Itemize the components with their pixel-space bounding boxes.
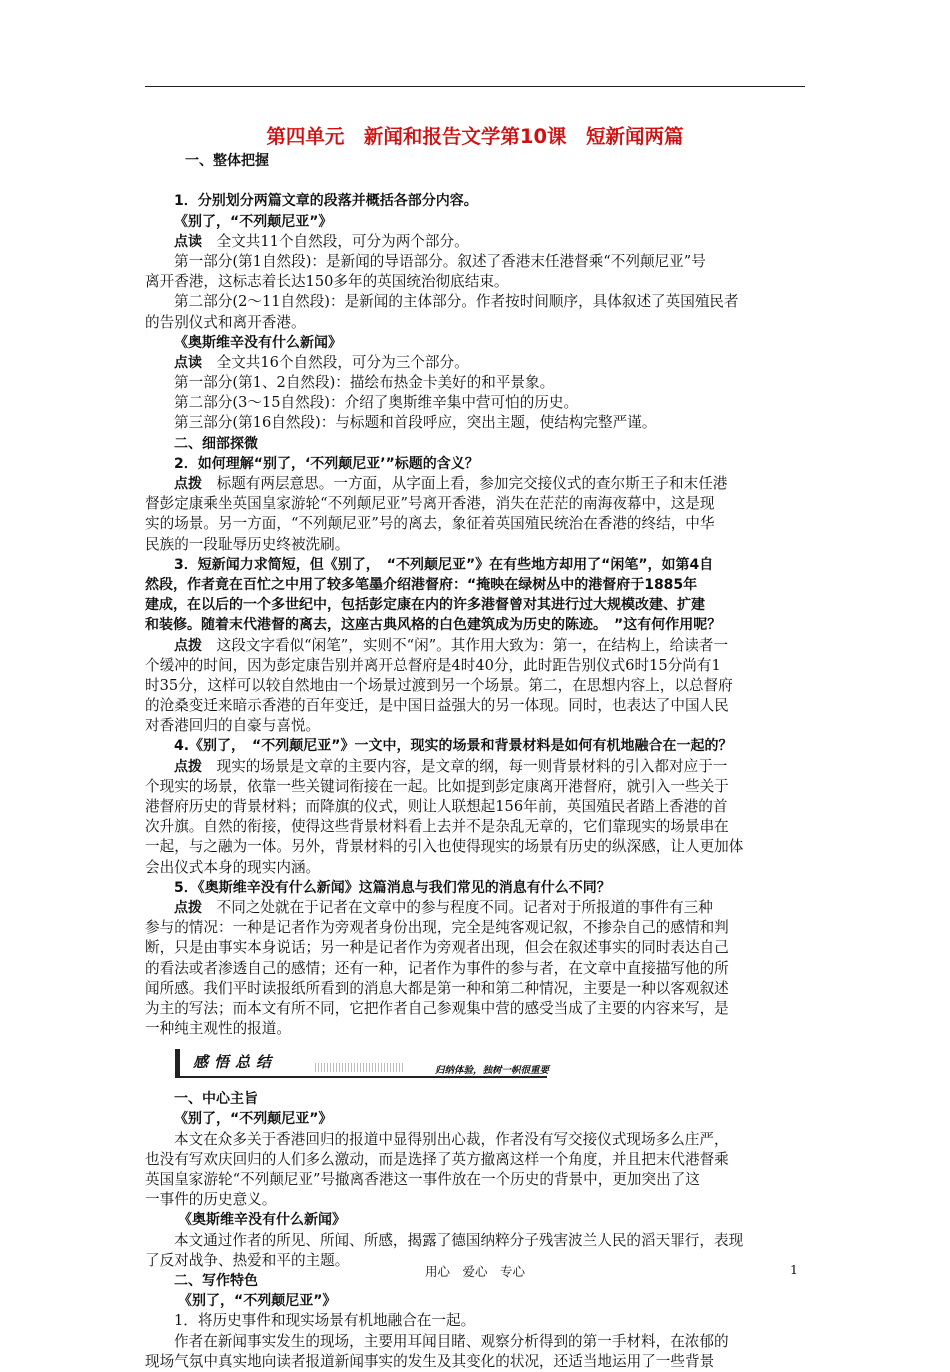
text-line	[145, 171, 808, 191]
line-text: 为主的写法；而本文有所不同，它把作者自己参观集中营的感受当成了主要的内容来写，是	[145, 999, 729, 1017]
line-text: 作者在新闻事实发生的现场，主要用耳闻目睹、观察分析得到的第一手材料，在浓郁的	[174, 1332, 729, 1350]
text-line	[145, 373, 808, 393]
text-line	[145, 313, 808, 333]
line-text: 个缓冲的时间，因为彭定康告别并离开总督府是4时40分，此时距告别仪式6时15分尚有1	[145, 656, 721, 674]
line-text: 英国皇家游轮“不列颠尼亚”号撤离香港这一事件放在一个历史的背景中，更加突出了这	[145, 1171, 700, 1188]
line-text: 实的场景。另一方面，“不列颠尼亚”号的离去，象征着英国殖民统治在香港的终结，中华	[145, 515, 715, 533]
text-line	[145, 494, 808, 514]
text-line	[145, 1352, 808, 1372]
text-line	[145, 212, 808, 232]
line-text: 的沧桑变迁来暗示香港的百年变迁，是中国日益强大的另一体现。同时，也表达了中国人民	[145, 697, 729, 715]
line-text: 1．分别划分两篇文章的段落并概括各部分内容。	[174, 193, 478, 210]
line-text: 的告别仪式和离开香港。	[145, 313, 306, 331]
text-line	[145, 999, 808, 1019]
text-line	[145, 979, 808, 999]
annotation-label: 点读	[174, 354, 202, 371]
line-text: 这段文字看似“闲笔”，实则不“闲”。其作用大致为：第一，在结构上，给读者一	[202, 636, 729, 654]
line-text: 港督府历史的背景材料；而降旗的仪式，则让人联想起156年前，英国殖民者踏上香港的首	[145, 798, 728, 815]
line-text: 一、中心主旨	[174, 1091, 258, 1108]
line-text: 5．《奥斯维辛没有什么新闻》这篇消息与我们常见的消息有什么不同？	[174, 879, 611, 896]
text-line	[145, 535, 808, 555]
annotation-label: 点读	[174, 233, 202, 250]
text-line	[145, 615, 808, 635]
line-text: 的看法或者渗透自己的感情；还有一种，记者作为事件的参与者，在文章中直接描写他的所	[145, 959, 729, 977]
text-line	[145, 353, 808, 373]
line-text: 二、写作特色	[174, 1272, 258, 1289]
text-line	[145, 595, 808, 615]
line-text: 督彭定康乘坐英国皇家游轮“不列颠尼亚”号离开香港，消失在茫茫的南海夜幕中，这是现	[145, 495, 715, 513]
text-line	[145, 413, 808, 433]
text-line	[145, 676, 808, 696]
text-line	[145, 1210, 808, 1230]
text-line	[145, 1291, 808, 1311]
banner-line	[175, 1076, 547, 1078]
text-line	[145, 736, 808, 756]
line-text: 一事件的历史意义。	[145, 1191, 277, 1209]
text-line	[145, 151, 808, 171]
annotation-label: 点拨	[174, 758, 202, 775]
line-text: 现场气氛中真实地向读者报道新闻事实的发生及其变化的状况，还适当地运用了一些背景	[145, 1352, 715, 1370]
text-line	[145, 656, 808, 676]
line-text: 离开香港，这标志着长达150多年的英国统治彻底结束。	[145, 273, 509, 291]
line-text: 一、整体把握	[185, 153, 269, 169]
text-line	[145, 1332, 808, 1352]
line-text: 第二部分(2～11自然段)：是新闻的主体部分。作者按时间顺序，具体叙述了英国殖民者	[174, 293, 739, 311]
line-text: 二、细部探微	[174, 435, 258, 452]
text-line	[145, 918, 808, 938]
line-text: 建成，在以后的一个多世纪中，包括彭定康在内的许多港督曾对其进行过大规模改建、扩建	[145, 597, 705, 614]
line-text: 《奥斯维辛没有什么新闻》	[174, 334, 342, 351]
summary-banner	[175, 1045, 553, 1089]
line-text: 闻所感。我们平时读报纸所看到的消息大都是第一种和第二种情况，主要是一种以客观叙述	[145, 979, 729, 997]
line-text: 第二部分(3～15自然段)：介绍了奥斯维辛集中营可怕的历史。	[174, 394, 579, 412]
line-text: 4.《别了， “不列颠尼亚”》一文中，现实的场景和背景材料是如何有机地融合在一起的？	[174, 738, 733, 755]
line-text: 第一部分(第1自然段)：是新闻的导语部分。叙述了香港末任港督乘“不列颠尼亚”号	[174, 252, 706, 270]
line-text: 会出仪式本身的现实内涵。	[145, 858, 321, 876]
line-text: 和装修。随着末代港督的离去，这座古典风格的白色建筑成为历史的陈迹。 ”这有何作用呢？	[145, 617, 722, 634]
line-text: 全文共16个自然段，可分为三个部分。	[202, 353, 469, 371]
text-line	[145, 272, 808, 292]
text-line	[145, 878, 808, 898]
document-body	[145, 151, 808, 1372]
line-text: 《别了，“不列颠尼亚”》	[174, 213, 333, 230]
line-text: 参与的情况：一种是记者作为旁观者身份出现，完全是纯客观记叙，不掺杂自己的感情和判	[145, 919, 729, 937]
text-line	[145, 757, 808, 777]
banner-bar	[175, 1049, 180, 1077]
line-text: 第三部分(第16自然段)：与标题和首段呼应，突出主题，使结构完整严谨。	[174, 414, 657, 432]
line-text: 标题有两层意思。一方面，从字面上看，参加完交接仪式的查尔斯王子和末任港	[202, 475, 728, 492]
text-line	[145, 636, 808, 656]
text-line	[145, 1019, 808, 1039]
text-line	[145, 959, 808, 979]
header-rule	[145, 86, 805, 87]
line-text: 本文通过作者的所见、所闻、所感，揭露了德国纳粹分子残害波兰人民的滔天罪行，表现	[174, 1231, 744, 1249]
text-line	[145, 1311, 808, 1331]
text-line	[145, 1190, 808, 1210]
text-line	[145, 716, 808, 736]
text-line	[145, 1089, 808, 1109]
text-line	[145, 1130, 808, 1150]
line-text: 第一部分(第1、2自然段)：描绘布热金卡美好的和平景象。	[174, 374, 555, 392]
text-line	[145, 191, 808, 211]
text-line	[145, 232, 808, 252]
text-line	[145, 292, 808, 312]
line-text: 2．如何理解“别了，‘不列颠尼亚’”标题的含义？	[174, 455, 479, 472]
page-number: 1	[790, 1262, 798, 1277]
text-line	[145, 434, 808, 454]
text-line	[145, 938, 808, 958]
text-line	[145, 777, 808, 797]
text-line	[145, 858, 808, 878]
line-text: 一起，与之融为一体。另外，背景材料的引入也使得现实的场景有历史的纵深感，让人更加体	[145, 838, 744, 856]
line-text: 断，只是由事实本身说话；另一种是记者作为旁观者出现，但会在叙述事实的同时表达自己	[145, 939, 729, 957]
line-text: 全文共11个自然段，可分为两个部分。	[202, 232, 469, 250]
banner-subtitle: 归纳体验，独树一帜很重要	[434, 1065, 549, 1077]
text-line	[145, 696, 808, 716]
banner-stripe	[315, 1063, 405, 1072]
page-title: 第四单元 新闻和报告文学第10课 短新闻两篇	[266, 125, 684, 148]
line-text: 次升旗。自然的衔接，使得这些背景材料看上去并不是杂乱无章的，它们靠现实的场景串在	[145, 818, 729, 836]
line-text: 现实的场景是文章的主要内容，是文章的纲，每一则背景材料的引入都对应于一	[202, 757, 728, 775]
line-text: 1．将历史事件和现实场景有机地融合在一起。	[174, 1312, 476, 1330]
line-text: 3．短新闻力求简短，但《别了， “不列颠尼亚”》在有些地方却用了“闲笔”，如第4自	[174, 556, 714, 573]
line-text: 《奥斯维辛没有什么新闻》	[178, 1212, 346, 1229]
text-line	[145, 555, 808, 575]
text-line	[145, 1109, 808, 1129]
line-text: 了反对战争、热爱和平的主题。	[145, 1251, 350, 1269]
text-line	[145, 837, 808, 857]
annotation-label: 点拨	[174, 637, 202, 654]
line-text: 《别了，“不列颠尼亚”》	[178, 1293, 337, 1310]
line-text: 民族的一段耻辱历史终被洗刷。	[145, 535, 350, 553]
text-line	[145, 1170, 808, 1190]
line-text: 《别了，“不列颠尼亚”》	[174, 1111, 333, 1128]
text-line	[145, 252, 808, 272]
line-text: 时35分，这样可以较自然地由一个场景过渡到另一个场景。第二，在思想内容上，以总督府	[145, 676, 733, 694]
line-text: 一种纯主观性的报道。	[145, 1020, 291, 1038]
text-line	[145, 393, 808, 413]
line-text: 本文在众多关于香港回归的报道中显得别出心裁，作者没有写交接仪式现场多么庄严，	[174, 1130, 729, 1148]
text-line	[145, 1150, 808, 1170]
line-text: 然段，作者竟在百忙之中用了较多笔墨介绍港督府：“掩映在绿树丛中的港督府于1885年	[145, 576, 698, 593]
text-line	[145, 474, 808, 494]
text-line	[145, 454, 808, 474]
text-line	[145, 514, 808, 534]
banner-title: 感悟总结	[193, 1053, 278, 1072]
annotation-label: 点拨	[174, 476, 202, 492]
text-line	[145, 575, 808, 595]
text-line	[145, 817, 808, 837]
line-text: 也没有写欢庆回归的人们多么激动，而是选择了英方撤离这样一个角度，并且把末代港督乘	[145, 1150, 729, 1168]
text-line	[145, 1231, 808, 1251]
text-line	[145, 333, 808, 353]
footer-slogan: 用心 爱心 专心	[424, 1264, 525, 1279]
line-text: 不同之处就在于记者在文章中的参与程度不同。记者对于所报道的事件有三种	[202, 898, 713, 916]
line-text: 对香港回归的自豪与喜悦。	[145, 717, 321, 735]
text-line	[145, 797, 808, 817]
annotation-label: 点拨	[174, 899, 202, 916]
line-text: 个现实的场景，依靠一些关键词衔接在一起。比如提到彭定康离开港督府，就引入一些关于	[145, 777, 729, 795]
text-line	[145, 898, 808, 918]
